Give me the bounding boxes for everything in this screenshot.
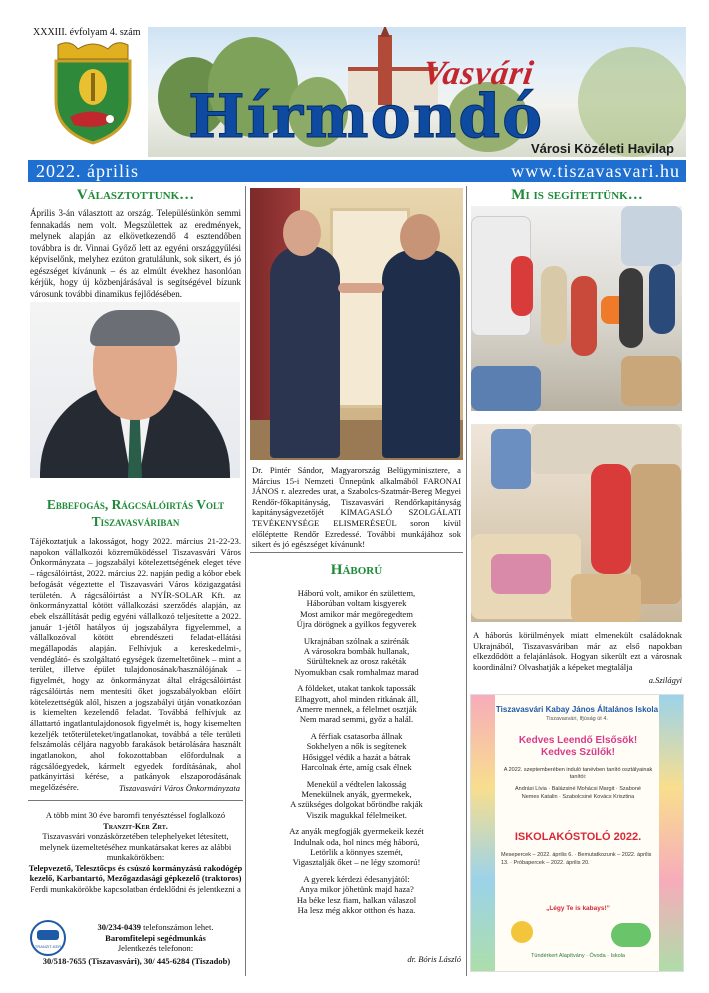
article-heading: Ebbefogás, Rágcsálóirtás Volt Tiszavasváriban	[46, 497, 225, 529]
poem-divider	[250, 552, 463, 553]
poem-body	[250, 588, 463, 915]
column-divider-right	[466, 186, 467, 976]
article-body: Tájékoztatjuk a lakosságot, hogy 2022. március 21-22-23. napokon vállalkozói közreműködéssel Tiszavasvári Város Önkormányzata – jogszabályi kötelezettségének eleget téve – rágcsálóirtást, 2022. március 22. napján pedig a kóbor ebek befogását végeztette el Tiszavasvári Város közigazgatási területén. A rágcsálóirtást a NYÍR-SOLAR Kft. az önkormányzattal kötött vállalkozási szerződés alapján, az ebek elszállítását pedig egyéni vállalkozó teljesítette a 2022. január 1-jétől hatályos új jogszabályra figyelemmel, a vállalkozóval kötött ebrendészeti feladat-ellátási megállapodás alapján. Felhívjuk a kereskedelmi-, vendéglátó- és szolgáltató egységek üzemeltetőinek – mint a terület, illetve épület tulajdonosának/használójának – figyelmét, hogy az önkormányzat által elrágcsálóirtást rágcsálóirtás nem mentesíti őket jogszabályokban előírt kötelezettségük alól, hiszen a jogszabályi útján vonatkozóan is kiemelten kezelendő feladat. Továbbá felhívjuk az állattartó ingatlantulajdonosok figyelmét is, hogy kisemelten kezeljék tetőterületeket/ingatlanokat, továbbá a téle területi felszámolás céljára nagyobb farakások betárolására használt ingatlanokon, ahol fokozottabban előfordulnak a rágcsálóegyedek, kármelt egyedek fordításának, ahol patkányirtási kérése, a patkányok elszaporodásának megelőzésére.	[30, 536, 241, 793]
issue-date: 2022. április	[36, 161, 139, 181]
poem-stanza: Menekül a védtelen lakosság Menekülnek anyák, gyermekek, A szükséges dolgokat bőröndbe rakják Viszik magukkal félelmeiket.	[290, 778, 423, 820]
ad-contact	[68, 922, 243, 954]
poem-stanza: Háború volt, amikor én születtem, Háborúban voltam kisgyerek Most amikor már megöregedtem Újra dörögnek a gyilkos fegyverek	[296, 588, 417, 630]
election-body: Április 3-án választott az ország. Településünkön semmi fennakadás nem volt. Megszülettek az eredmények, melynek alapján az elkövetkezendő 4 esztendőben továbbra is dr. Vinnai Győző lett az egyéni országgyűlési képviselőnk, melyhez ezúton gratulálunk, sok sikert, és jó egészséget kívánunk – és az elmúlt évekhez hasonlóan kérjük, hogy új közbenjárásával is segítségével bízunk városunk további dinamikus fejlődésében.	[30, 208, 241, 299]
masthead-left	[28, 27, 148, 157]
poster-teachers: Andrási Lívia · Balázsiné Mohácsi Margit · Szaboné Nemes Katalin · Szabolcsiné Kovács Krisztina	[515, 786, 641, 800]
donation-photo-1	[471, 206, 682, 411]
ad-divider	[28, 800, 243, 801]
poem-stanza: Ukrajnában szólnak a szirénák A városokra bombák hullanak, Sürülteknek az orosz rakéták Nyomukban csak romhalmaz marad	[294, 635, 419, 677]
poster-greeting: Kedves Leendő Elsősök! Kedves Szülők!	[518, 735, 638, 758]
portrait-photo	[30, 302, 240, 478]
article-signature: Tiszavasvári Város Önkormányzata	[118, 783, 240, 793]
election-heading: Választottunk…	[76, 187, 195, 203]
tranzit-ker-logo	[30, 920, 66, 956]
poster-event-title: ISKOLAKÓSTOLÓ 2022.	[514, 831, 642, 843]
poem-stanza: A férfiak csatasorba állnak Sokhelyen a nők is segítenek Hősiggel védik a hazát a bátrak Harcolnak érte, amíg csak élnek	[301, 730, 412, 773]
sun-icon	[511, 921, 533, 943]
help-caption: A háborús körülmények miatt elmenekült családoknak Ukrajnából, Tiszavasváriban már az első napokban elkezdődött a felajánlások. Hogyan sikerült ezt a városnak koordinálni? Olvashatják a képeket megtalálja	[473, 630, 682, 672]
ad-line1: A több mint 30 éve baromfi tenyésztéssel foglalkozó	[45, 810, 226, 820]
ad-company: Tranzit-Ker Zrt.	[103, 820, 168, 831]
coat-of-arms-icon	[50, 39, 136, 147]
masthead-subtitle: Városi Közéleti Havilap	[530, 141, 674, 156]
ad-phone2: 30/518-7655 (Tiszavasvári), 30/ 445-6284 (Tiszadob)	[42, 956, 231, 966]
ceremony-caption: Dr. Pintér Sándor, Magyarország Belügyminisztere, a Március 15-i Nemzeti Ünnepünk alkalmából FARONAI JÁNOS r. alezredes urat, a Szabolcs-Szatmár-Bereg Megyei Rendőr-főkapitányság, Tiszavasvári Rendőrkapitányság kapitányságvezetőjét KIMAGASLÓ SZOLGÁLATI TEVÉKENYSÉGE ELISMERÉSEÜL soron kívül előléptette Rendőr Ezredessé. További munkájához sok sikert és jó egészséget kívánunk!	[252, 465, 461, 550]
poster-school: Tiszavasvári Kabay János Általános Iskola	[495, 705, 659, 714]
poem-stanza: Az anyák megfogják gyermekeik kezét Indulnak oda, hol nincs még háború, Letörlik a könnyes szemét, Vigasztalják őket – ne légy szomorú!	[289, 826, 424, 868]
help-heading: Mi is segítettünk…	[511, 187, 643, 203]
ad-line6: Jelentkezés telefonon:	[117, 943, 194, 953]
poem-stanza: A földeket, utakat tankok tapossák Elhagyott, ahol minden ritkának áll, Amerre mennek, a félelmet osztják Nem marad semmi, győz a halál.	[294, 683, 419, 725]
poem-stanza: A gyerek kérdezi édesanyjától: Anya mikor jöhetünk majd haza? Ha béke lesz fiam, halkan válaszol Ha lesz még akkor otthon és haza.	[296, 873, 417, 915]
ceremony-photo	[250, 188, 463, 460]
poster-footer: Tündérkert Alapítvány · Óvoda · Iskola	[531, 953, 625, 959]
masthead-title-main: Hírmondó	[188, 82, 545, 152]
help-signature: a.Szilágyi	[648, 675, 682, 685]
column-divider-left	[245, 186, 246, 976]
poster-event-dates: Mesepercek – 2022. április 6. · Bemutatkozunk – 2022. április 13. · Próbapercek – 2022. április 20.	[501, 852, 652, 866]
website-link[interactable]: www.tiszavasvari.hu	[511, 161, 680, 181]
tree-icon	[611, 923, 651, 947]
poster-slogan: „Légy Te is kabays!”	[546, 905, 610, 912]
poster-address: Tiszavasvári, Ifjúság út 4.	[546, 716, 608, 722]
school-poster	[470, 694, 684, 972]
masthead-title-top: Vasvári	[420, 55, 537, 92]
ad-phone1: 30/234-0439	[97, 922, 141, 932]
ad-jobs: Telepvezető, Telesztőcps és csúszó kormányzású rakodógép kezelő, Karbantartó, Mezőgazdasági gépkezelő (traktoros)	[28, 862, 243, 883]
poem-signature: dr. Bóris László	[407, 954, 461, 964]
donation-photo-2	[471, 424, 682, 622]
ad-line5: Baromfitelepi segédmunkás	[105, 932, 206, 943]
date-bar	[28, 160, 686, 182]
poster-teachers-intro: A 2022. szeptemberében induló tanévben tanító osztályainak tanítói:	[503, 767, 653, 780]
logo-text: TRANZIT-KER	[34, 944, 62, 949]
issue-number: XXXIII. évfolyam 4. szám	[33, 27, 141, 38]
ad-line4: telefonszámon lehet.	[143, 922, 214, 932]
ad-line2: Tiszavasvári vonzáskörzetében telephelyeket létesített, melynek üzemeltetéséhez munkatársakat keres az alábbi munkakörökben:	[39, 831, 232, 862]
job-advertisement	[28, 810, 243, 894]
ad-line3: Ferdi munkakörökbe kapcsolatban érdeklődni és jelentkezni a	[30, 883, 241, 894]
poem-heading: Háború	[330, 562, 383, 578]
masthead	[28, 27, 686, 157]
